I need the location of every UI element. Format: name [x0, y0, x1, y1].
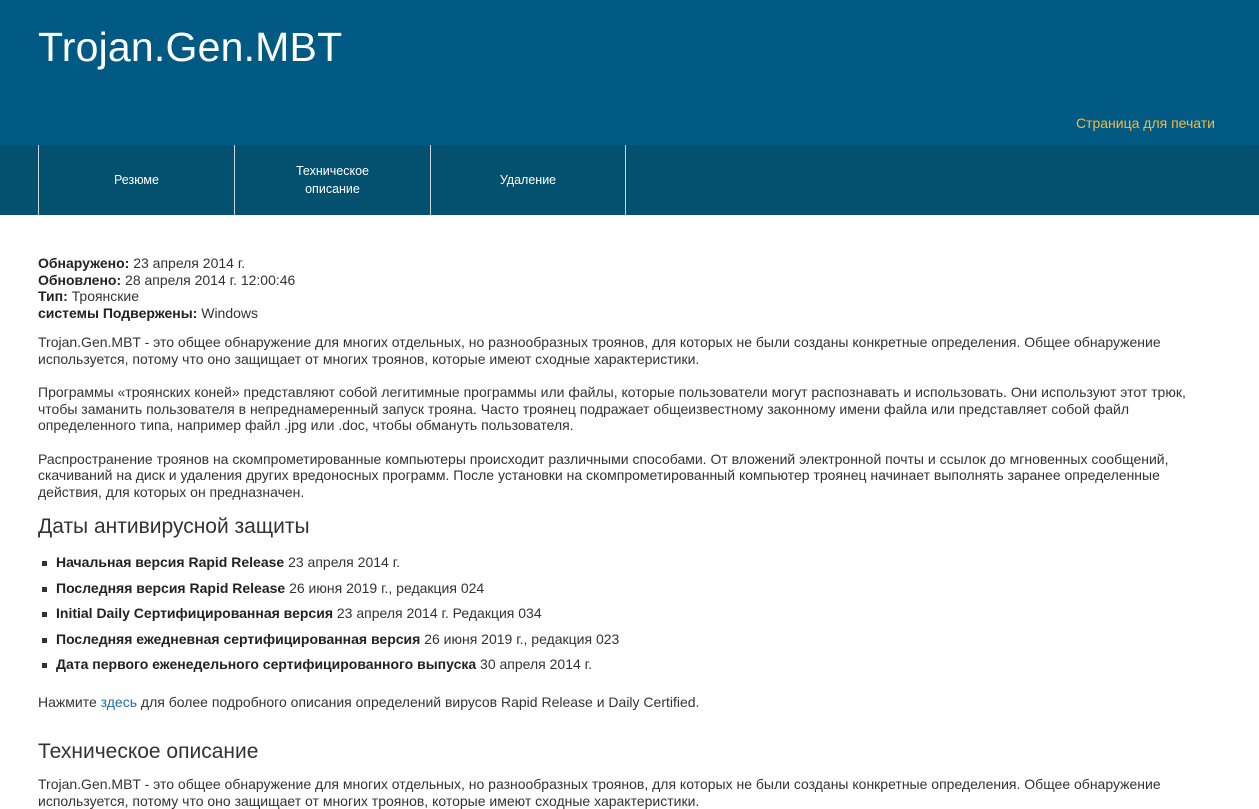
meta-label: Обновлено:	[38, 271, 122, 288]
date-label: Initial Daily Сертифицированная версия	[56, 605, 333, 621]
date-value: 26 июня 2019 г., редакция 023	[420, 630, 620, 647]
tab-bar	[0, 145, 1259, 215]
square-bullet-icon	[42, 561, 47, 566]
definitions-note	[38, 694, 1221, 711]
square-bullet-icon	[42, 663, 47, 668]
technical-description-heading: Техническое описание	[38, 740, 259, 763]
date-value: 26 июня 2019 г., редакция 024	[285, 579, 485, 596]
meta-value: 23 апреля 2014 г.	[129, 255, 246, 271]
meta-value: Windows	[197, 304, 259, 321]
list-item	[38, 627, 1221, 653]
date-label: Последняя версия Rapid Release	[56, 579, 286, 596]
meta-type	[38, 288, 1221, 305]
technical-paragraph: Trojan.Gen.MBT - это общее обнаружение для многих отдельных, но разнообразных троянов, для которых не были созданы конкретные определения. Общее обнаружение используется, потому что оно защищает от многих троянов, которые имеют сходные характеристики.	[38, 776, 1161, 809]
date-label: Начальная версия Rapid Release	[56, 554, 285, 570]
protection-dates-list	[38, 550, 1221, 678]
square-bullet-icon	[42, 587, 47, 592]
list-item	[38, 652, 1221, 678]
page-header	[0, 0, 1259, 145]
details-link[interactable]: здесь	[100, 693, 138, 710]
square-bullet-icon	[42, 638, 47, 643]
meta-value: 28 апреля 2014 г. 12:00:46	[121, 271, 296, 288]
meta-label: Обнаружено:	[38, 255, 130, 271]
tab-technical-description[interactable]: Техническое описание	[234, 145, 430, 215]
summary-paragraph: Программы «троянских коней» представляют собой легитимные программы или файлы, которые пользователи могут распознавать и использовать. Они используют этот трюк, чтобы заманить пользователя в непреднамеренный запуск трояна. Часто троянец подражает общеизвестному законному имени файла или представляет собой файл определенного типа, например файл .jpg или .doc, чтобы обмануть пользователя.	[38, 384, 1186, 433]
note-text: Нажмите	[38, 693, 101, 710]
note-text: для более подробного описания определений вирусов Rapid Release и Daily Certified.	[137, 693, 700, 710]
print-page-link[interactable]: Страница для печати	[1075, 115, 1215, 131]
date-value: 30 апреля 2014 г.	[476, 656, 592, 672]
meta-label: системы Подвержены:	[38, 304, 198, 321]
tab-summary[interactable]: Резюме	[38, 145, 234, 215]
meta-label: Тип:	[38, 288, 68, 304]
meta-systems-affected	[38, 305, 1221, 322]
page-title: Trojan.Gen.MBT	[38, 24, 343, 70]
threat-meta	[38, 255, 1221, 321]
list-item	[38, 550, 1221, 576]
list-item	[38, 576, 1221, 602]
date-value: 23 апреля 2014 г.	[284, 554, 400, 570]
summary-paragraph: Trojan.Gen.MBT - это общее обнаружение для многих отдельных, но разнообразных троянов, для которых не были созданы конкретные определения. Общее обнаружение используется, потому что оно защищает от многих троянов, которые имеют сходные характеристики.	[38, 334, 1161, 367]
meta-value: Троянские	[67, 288, 140, 304]
date-value: 23 апреля 2014 г. Редакция 034	[333, 605, 542, 621]
list-item	[38, 601, 1221, 627]
meta-updated	[38, 272, 1221, 289]
main-content	[0, 215, 1259, 809]
date-label: Последняя ежедневная сертифицированная версия	[56, 630, 421, 647]
meta-discovered	[38, 255, 1221, 272]
protection-dates-heading: Даты антивирусной защиты	[38, 515, 310, 538]
tab-removal[interactable]: Удаление	[430, 145, 626, 215]
summary-paragraph: Распространение троянов на скомпрометированные компьютеры происходит различными способами. От вложений электронной почты и ссылок до мгновенных сообщений, скачиваний на диск и удаления других вредоносных программ. После установки на скомпрометированный компьютер троянец начинает выполнять заранее определенные действия, для которых он предназначен.	[38, 450, 1169, 500]
date-label: Дата первого еженедельного сертифицированного выпуска	[56, 656, 477, 672]
square-bullet-icon	[42, 612, 47, 617]
